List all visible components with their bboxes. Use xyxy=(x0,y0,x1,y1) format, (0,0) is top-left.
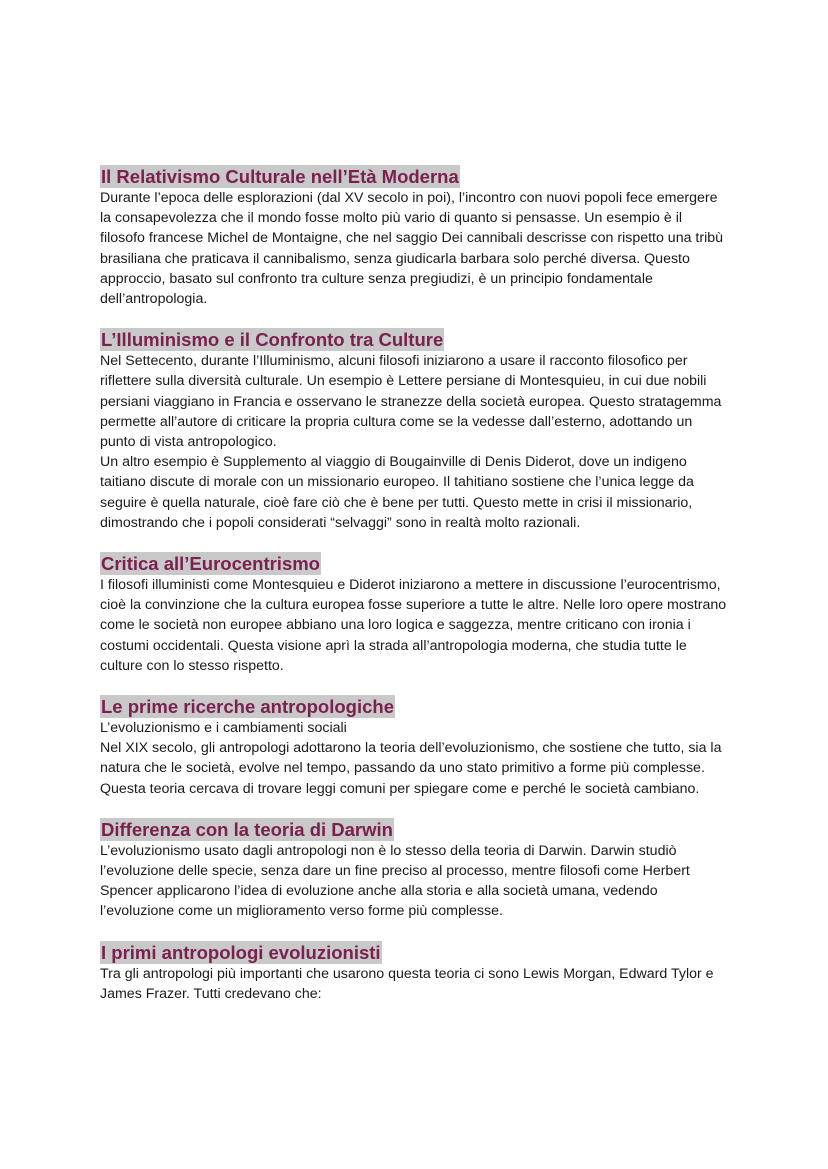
section-illuminismo xyxy=(100,328,728,533)
paragraph-subtitle: L’evoluzionismo e i cambiamenti sociali xyxy=(100,720,347,737)
paragraph: Nel Settecento, durante l’Illuminismo, alcuni filosofi iniziarono a usare il racconto filosofico per riflettere sulla diversità culturale. Un esempio è Lettere persiane di Montesquieu, in cui due nobili persiani viaggiano in Francia e osservano le stranezze della società europea. Questo stratagemma permette all’autore di criticare la propria cultura come se la vedesse dall’esterno, adottando un punto di vista antropologico. xyxy=(100,353,722,451)
paragraph: I filosofi illuministi come Montesquieu e Diderot iniziarono a mettere in discussione l’eurocentrismo, cioè la convinzione che la cultura europea fosse superiore a tutte le altre. Nelle loro opere mostrano come le società non europee abbiano una loro logica e saggezza, mentre criticano con ironia i costumi occidentali. Questa visione aprì la strada all’antropologia moderna, che studia tutte le culture con lo stesso rispetto. xyxy=(100,577,727,674)
paragraph: Nel XIX secolo, gli antropologi adottarono la teoria dell’evoluzionismo, che sostiene che tutto, sia la natura che le società, evolve nel tempo, passando da uno stato primitivo a forme più complesse. Questa teoria cercava di trovare leggi comuni per spiegare come e perché le società cambiano. xyxy=(100,740,722,797)
section-heading: Differenza con la teoria di Darwin xyxy=(101,818,393,840)
section-darwin xyxy=(100,818,728,922)
section-heading: L’Illuminismo e il Confronto tra Culture xyxy=(101,329,444,351)
section-heading: Il Relativismo Culturale nell’Età Moderna xyxy=(101,166,459,187)
section-eurocentrismo xyxy=(100,552,728,676)
section-heading: Critica all’Eurocentrismo xyxy=(101,553,320,575)
section-prime-ricerche xyxy=(100,695,728,799)
section-evoluzionisti xyxy=(100,941,728,1004)
section-relativismo xyxy=(100,165,728,309)
paragraph: Un altro esempio è Supplemento al viaggio di Bougainville di Denis Diderot, dove un indigeno taitiano discute di morale con un missionario europeo. Il tahitiano sostiene che l’unica legge da seguire è quella naturale, cioè fare ciò che è bene per tutti. Questo mette in crisi il missionario, dimostrando che i popoli considerati “selvaggi” sono in realtà molto razionali. xyxy=(100,454,694,531)
document-page xyxy=(100,165,728,1023)
paragraph: Durante l’epoca delle esplorazioni (dal XV secolo in poi), l’incontro con nuovi popoli fece emergere la consapevolezza che il mondo fosse molto più vario di quanto si pensasse. Un esempio è il filosofo francese Michel de Montaigne, che nel saggio Dei cannibali descrisse con rispetto una tribù brasiliana che praticava il cannibalismo, senza giudicarla barbara solo perché diversa. Questo approccio, basato sul confronto tra culture senza pregiudizi, è un principio fondamentale dell’antropologia. xyxy=(100,190,724,308)
paragraph: Tra gli antropologi più importanti che usarono questa teoria ci sono Lewis Morgan, Edward Tylor e James Frazer. Tutti credevano che: xyxy=(100,965,714,1002)
section-heading: Le prime ricerche antropologiche xyxy=(101,696,394,718)
paragraph: L’evoluzionismo usato dagli antropologi non è lo stesso della teoria di Darwin. Darwin studiò l’evoluzione delle specie, senza dare un fine preciso al processo, mentre filosofi come Herbert Spencer applicarono l’idea di evoluzione anche alla storia e alla società umana, vedendo l’evoluzione come un miglioramento verso forme più complesse. xyxy=(100,842,690,920)
section-heading: I primi antropologi evoluzionisti xyxy=(101,941,381,963)
